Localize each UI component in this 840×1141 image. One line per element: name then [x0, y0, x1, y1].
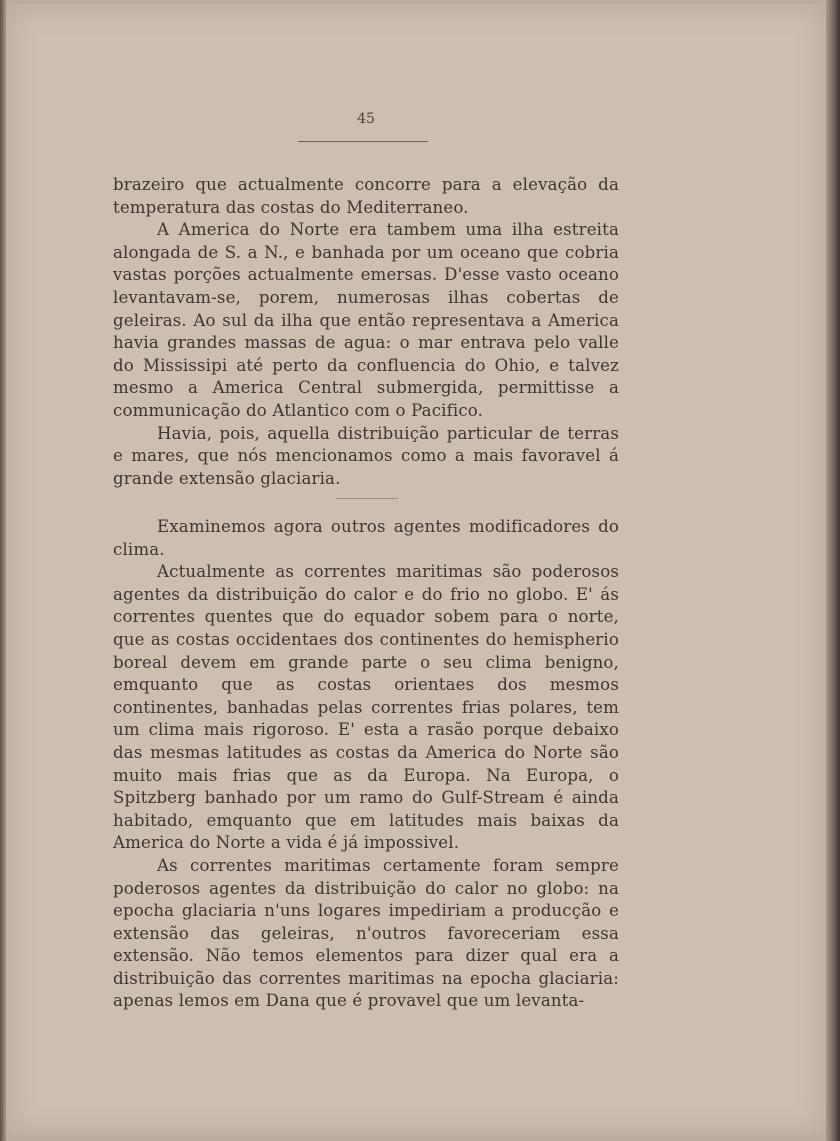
text-block-1	[113, 174, 619, 490]
text-block-2	[113, 516, 619, 1013]
paragraph: brazeiro que actualmente concorre para a elevação da temperatura das costas do Mediterraneo.	[113, 175, 619, 217]
section-divider	[336, 498, 398, 499]
paragraph: Examinemos agora outros agentes modificadores do clima.	[113, 517, 619, 559]
header-rule	[298, 141, 428, 142]
paragraph: Actualmente as correntes maritimas são poderosos agentes da distribuição do calor e do frio no globo. E' ás correntes quentes que do equador sobem para o norte, que as costas occidentaes dos continentes do hemispherio boreal devem em grande parte o seu clima benigno, emquanto que as costas orientaes dos mesmos continentes, banhadas pelas correntes frias polares, tem um clima mais rigoroso. E' esta a rasão porque debaixo das mesmas latitudes as costas da America do Norte são muito mais frias que as da Europa. Na Europa, o Spitzberg banhado por um ramo do Gulf-Stream é ainda habitado, emquanto que em latitudes mais baixas da America do Norte a vida é já impossivel.	[113, 562, 619, 853]
paragraph: As correntes maritimas certamente foram sempre poderosos agentes da distribuição do calor no globo: na epocha glaciaria n'uns logares impediriam a producção e extensão das geleiras, n'outros favoreceriam essa extensão. Não temos elementos para dizer qual era a distribuição das correntes maritimas na epocha glaciaria: apenas lemos em Dana que é provavel que um levanta-	[113, 855, 619, 1011]
paragraph: A America do Norte era tambem uma ilha estreita alongada de S. a N., e banhada por um oceano que cobria vastas porções actualmente emersas. D'esse vasto oceano levantavam-se, porem, numerosas ilhas cobertas de geleiras. Ao sul da ilha que então representava a America havia grandes massas de agua: o mar entrava pelo valle do Mississipi até perto da confluencia do Ohio, e talvez mesmo a America Central submergida, permittisse a communicação do Atlantico com o Pacifico.	[113, 220, 619, 420]
page-number: 45	[357, 111, 375, 127]
book-page	[6, 4, 826, 1135]
paragraph: Havia, pois, aquella distribuição particular de terras e mares, que nós mencionamos como a mais favoravel á grande extensão glaciaria.	[113, 423, 619, 488]
book-spine-shadow	[826, 0, 840, 1141]
